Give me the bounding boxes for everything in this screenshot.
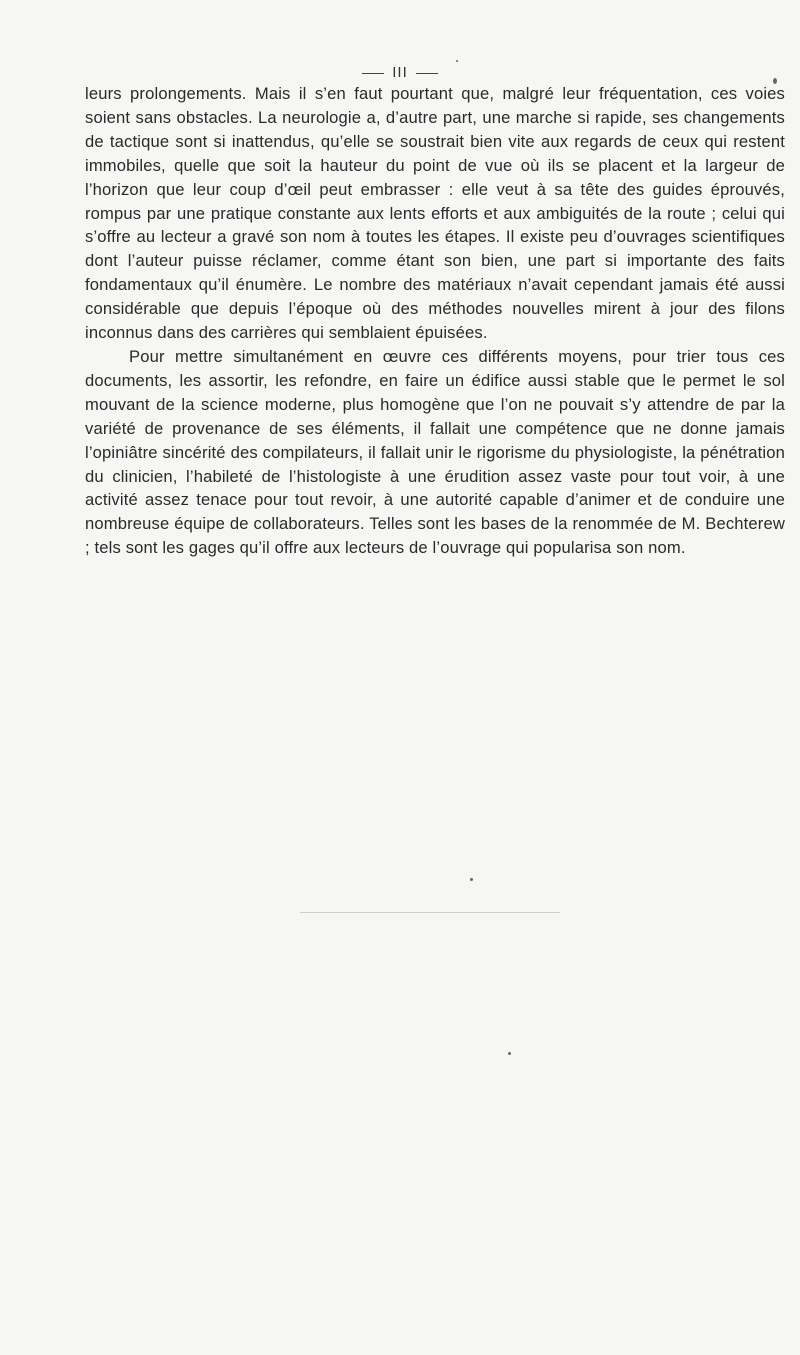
- scan-show-through-line: [300, 912, 560, 913]
- scan-speck: [508, 1052, 511, 1055]
- scan-speck: [470, 878, 473, 881]
- scan-speck: [456, 60, 458, 62]
- running-head: [0, 64, 800, 81]
- paragraph-1: leurs prolongements. Mais il s’en faut pourtant que, malgré leur fréquentation, ces voies soient sans obstacles. La neurologie a, d’autre part, une marche si rapide, ses changements de tactique sont si inattendus, qu’elle se soustrait bien vite aux regards de ceux qui restent immobiles, quelle que soit la hauteur du point de vue où ils se placent et la largeur de l’horizon que leur coup d’œil peut embrasser : elle veut à sa tête des guides éprouvés, rompus par une pratique constante aux lents efforts et aux ambiguités de la route ; celui qui s’offre au lecteur a gravé son nom à toutes les étapes. Il existe peu d’ouvrages scientifiques dont l’auteur puisse réclamer, comme étant son bien, une part si importante des faits fondamentaux qu’il énumère. Le nombre des matériaux n’avait cependant jamais été aussi considérable que depuis l’époque où des méthodes nouvelles mirent à jour des filons inconnus dans des carrières qui semblaient épuisées.: [85, 84, 785, 343]
- running-head-dash-right: [416, 73, 438, 74]
- running-head-dash-left: [362, 73, 384, 74]
- paragraph-2: Pour mettre simultanément en œuvre ces différents moyens, pour trier tous ces documents, les assortir, les refondre, en faire un édifice aussi stable que le permet le sol mouvant de la science moderne, plus homogène que l’on ne pouvait s’y attendre de par la variété de provenance de ses éléments, il fallait une compétence que ne donne jamais l’opiniâtre sincérité des compilateurs, il fallait unir le rigorisme du physiologiste, la pénétration du clinicien, l’habileté de l’histologiste à une érudition assez vaste pour tout voir, à une activité assez tenace pour tout revoir, à une autorité capable d’animer et de conduire une nombreuse équipe de collaborateurs. Telles sont les bases de la renommée de M. Bechterew ; tels sont les gages qu’il offre aux lecteurs de l’ouvrage qui popularisa son nom.: [85, 346, 785, 558]
- scan-speck: [773, 78, 777, 84]
- body-text: [85, 82, 785, 560]
- page-number: III: [392, 64, 408, 81]
